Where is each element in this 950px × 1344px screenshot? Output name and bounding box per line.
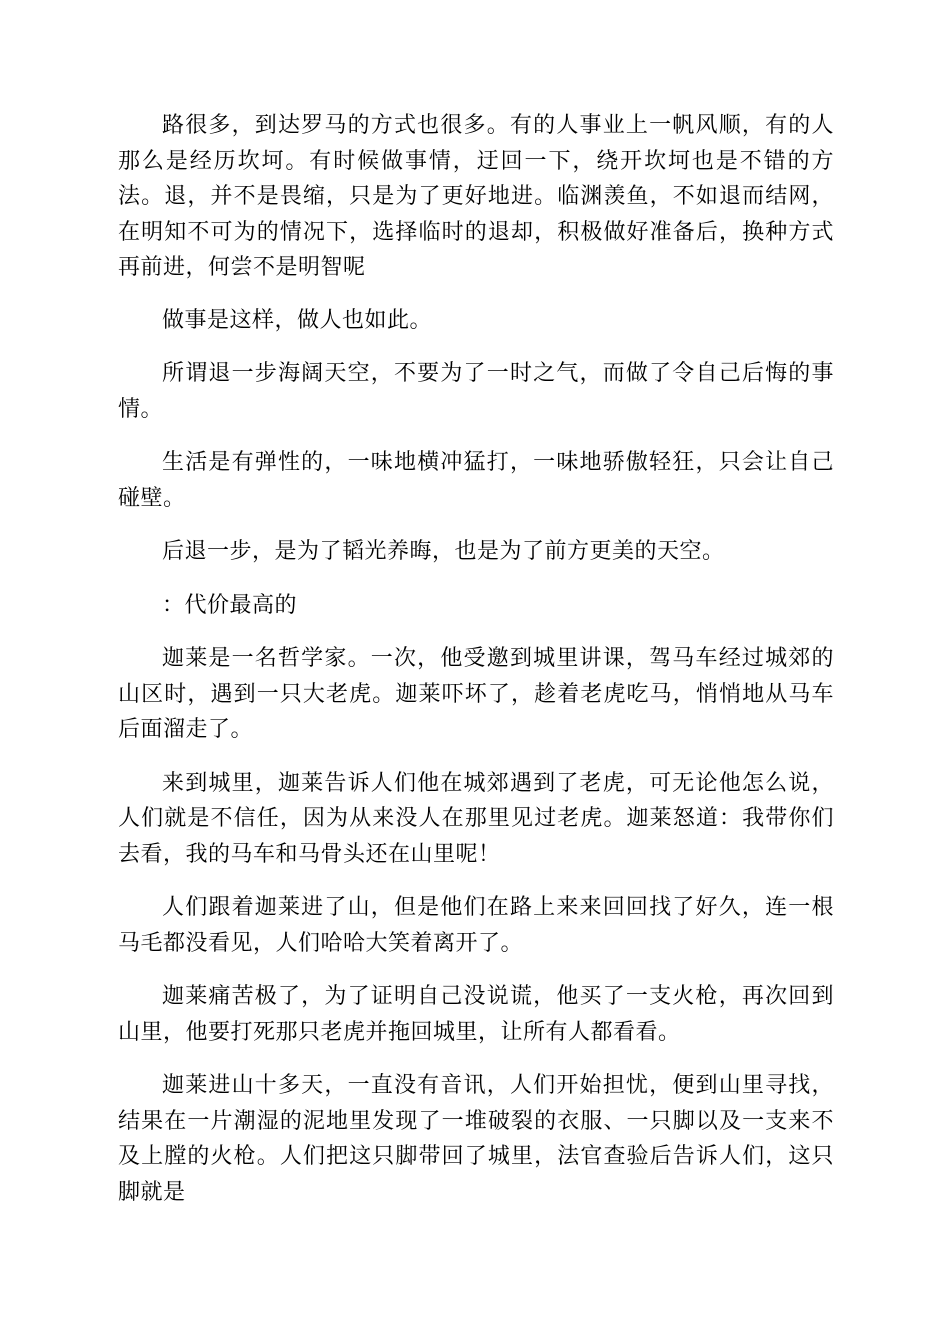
paragraph-1: 路很多，到达罗马的方式也很多。有的人事业上一帆风顺，有的人那么是经历坎坷。有时候做事情，迂回一下，绕开坎坷也是不错的方法。退，并不是畏缩，只是为了更好地进。临渊羡鱼，不如退而结网，在明知不可为的情况下，选择临时的退却，积极做好准备后，换种方式再前进，何尝不是明智呢 xyxy=(118,113,834,280)
paragraph-6: 迦莱是一名哲学家。一次，他受邀到城里讲课，驾马车经过城郊的山区时，遇到一只大老虎。迦莱吓坏了，趁着老虎吃马，悄悄地从马车后面溜走了。 xyxy=(118,646,834,742)
paragraph-8: 人们跟着迦莱进了山，但是他们在路上来来回回找了好久，连一根马毛都没看见，人们哈哈大笑着离开了。 xyxy=(118,895,834,956)
paragraph-2: 做事是这样，做人也如此。 xyxy=(162,307,433,333)
paragraph-5: 后退一步，是为了韬光养晦，也是为了前方更美的天空。 xyxy=(162,539,725,564)
paragraph-9: 迦莱痛苦极了，为了证明自己没说谎，他买了一支火枪，再次回到山里，他要打死那只老虎并拖回城里，让所有人都看看。 xyxy=(118,984,834,1045)
paragraph-10: 迦莱进山十多天，一直没有音讯，人们开始担忧，便到山里寻找，结果在一片潮湿的泥地里发现了一堆破裂的衣服、一只脚以及一支来不及上膛的火枪。人们把这只脚带回了城里，法官查验后告诉人们，这只脚就是 xyxy=(118,1073,834,1205)
section-heading: ：代价最高的 xyxy=(162,592,298,618)
paragraph-4: 生活是有弹性的，一味地横冲猛打，一味地骄傲轻狂，只会让自己碰壁。 xyxy=(118,450,834,511)
document-body xyxy=(118,108,834,1210)
paragraph-7: 来到城里，迦莱告诉人们他在城郊遇到了老虎，可无论他怎么说，人们就是不信任，因为从来没人在那里见过老虎。迦莱怒道：我带你们去看，我的马车和马骨头还在山里呢！ xyxy=(118,770,834,867)
paragraph-3: 所谓退一步海阔天空，不要为了一时之气，而做了令自己后悔的事情。 xyxy=(118,361,834,422)
